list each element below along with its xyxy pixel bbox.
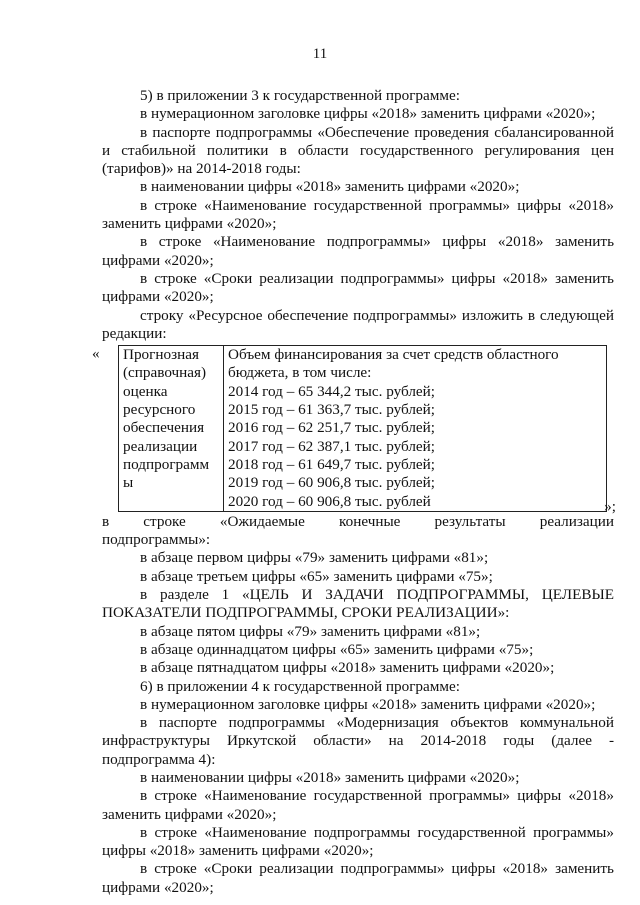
table-cell-line: 2019 год – 60 906,8 тыс. рублей; xyxy=(228,474,436,492)
table-cell-line: ресурсного xyxy=(123,401,196,419)
spread-word: конечные xyxy=(339,512,401,530)
table-close-quote: »; xyxy=(604,497,616,515)
table-cell-line: обеспечения xyxy=(123,419,205,437)
paragraph: в строке «Наименование подпрограммы» цифры «2018» заменить цифрами «2020»; xyxy=(102,233,614,269)
paragraph: 5) в приложении 3 к государственной программе: xyxy=(140,87,460,104)
paragraph: в строке «Сроки реализации подпрограммы» цифры «2018» заменить цифрами «2020»; xyxy=(102,269,614,306)
paragraph: строку «Ресурсное обеспечение подпрограммы» изложить в следующей редакции: xyxy=(102,306,614,342)
table-cell-label xyxy=(119,346,224,512)
paragraph: в паспорте подпрограммы «Модернизация объектов коммунальной инфраструктуры Иркутской области» на 2014-2018 годы (далее - подпрограмма 4): xyxy=(102,714,614,768)
table-cell-line: 2016 год – 62 251,7 тыс. рублей; xyxy=(228,419,436,437)
spread-word: «Ожидаемые xyxy=(219,512,305,530)
paragraph: в абзаце пятом цифры «79» заменить цифрами «81»; xyxy=(140,622,481,640)
paragraph: в паспорте подпрограммы «Обеспечение проведения сбалансированной и стабильной политики в области государственного регулирования цен (тарифов)» на 2014-2018 годы: xyxy=(102,123,614,178)
page-number: 11 xyxy=(312,46,328,62)
table-cell-line: Объем финансирования за счет средств областного бюджета, в том числе: xyxy=(228,346,559,382)
spread-word: реализации xyxy=(539,512,614,530)
table-cell-value xyxy=(224,346,607,512)
paragraph: в строке «Наименование государственной программы» цифры «2018» заменить цифрами «2020»; xyxy=(102,787,614,823)
paragraph: в абзаце третьем цифры «65» заменить цифрами «75»; xyxy=(140,567,493,585)
table-cell-line: оценка xyxy=(123,382,168,400)
table-open-quote: « xyxy=(92,345,100,363)
spread-word: строке xyxy=(143,512,186,530)
spread-word: в xyxy=(102,512,110,530)
document-body xyxy=(92,87,616,897)
table-cell-line: подпрограмм xyxy=(123,455,210,473)
table-row xyxy=(119,346,607,512)
resource-table-block xyxy=(92,345,616,515)
paragraph-group-bottom xyxy=(102,531,614,897)
paragraph: в абзаце одиннадцатом цифры «65» заменить цифрами «75»; xyxy=(140,640,534,658)
table-cell-line: реализации xyxy=(123,437,198,455)
paragraph: в нумерационном заголовке цифры «2018» заменить цифрами «2020»; xyxy=(140,105,596,123)
spread-word: результаты xyxy=(434,512,506,530)
paragraph: подпрограммы»: xyxy=(102,531,211,549)
spread-line xyxy=(102,513,614,531)
table-cell-line: ы xyxy=(123,474,134,492)
table-cell-line: 2020 год – 60 906,8 тыс. рублей xyxy=(228,492,431,510)
paragraph: 6) в приложении 4 к государственной программе: xyxy=(140,677,460,695)
table-cell-line: 2018 год – 61 649,7 тыс. рублей; xyxy=(228,455,436,473)
table-cell-line: 2015 год – 61 363,7 тыс. рублей; xyxy=(228,401,436,419)
table-cell-line: (справочная) xyxy=(123,364,207,382)
paragraph: в нумерационном заголовке цифры «2018» заменить цифрами «2020»; xyxy=(140,695,596,713)
resource-table xyxy=(118,345,607,512)
paragraph: в строке «Сроки реализации подпрограммы» цифры «2018» заменить цифрами «2020»; xyxy=(102,860,614,896)
table-cell-line: 2017 год – 62 387,1 тыс. рублей; xyxy=(228,437,436,455)
paragraph: в разделе 1 «ЦЕЛЬ И ЗАДАЧИ ПОДПРОГРАММЫ, ЦЕЛЕВЫЕ ПОКАЗАТЕЛИ ПОДПРОГРАММЫ, СРОКИ РЕАЛИЗАЦИИ»: xyxy=(102,586,614,622)
paragraph: в абзаце первом цифры «79» заменить цифрами «81»; xyxy=(140,549,489,567)
table-cell-line: Прогнозная xyxy=(123,346,199,364)
paragraph: в абзаце пятнадцатом цифры «2018» заменить цифрами «2020»; xyxy=(140,659,555,677)
paragraph-group-top xyxy=(102,87,614,343)
paragraph: в строке «Наименование государственной программы» цифры «2018» заменить цифрами «2020»; xyxy=(102,196,614,233)
table-cell-line: 2014 год – 65 344,2 тыс. рублей; xyxy=(228,382,436,400)
paragraph: в строке «Наименование подпрограммы государственной программы» цифры «2018» заменить цифрами «2020»; xyxy=(102,823,614,860)
paragraph: в наименовании цифры «2018» заменить цифрами «2020»; xyxy=(140,768,520,786)
paragraph: в наименовании цифры «2018» заменить цифрами «2020»; xyxy=(140,178,520,196)
